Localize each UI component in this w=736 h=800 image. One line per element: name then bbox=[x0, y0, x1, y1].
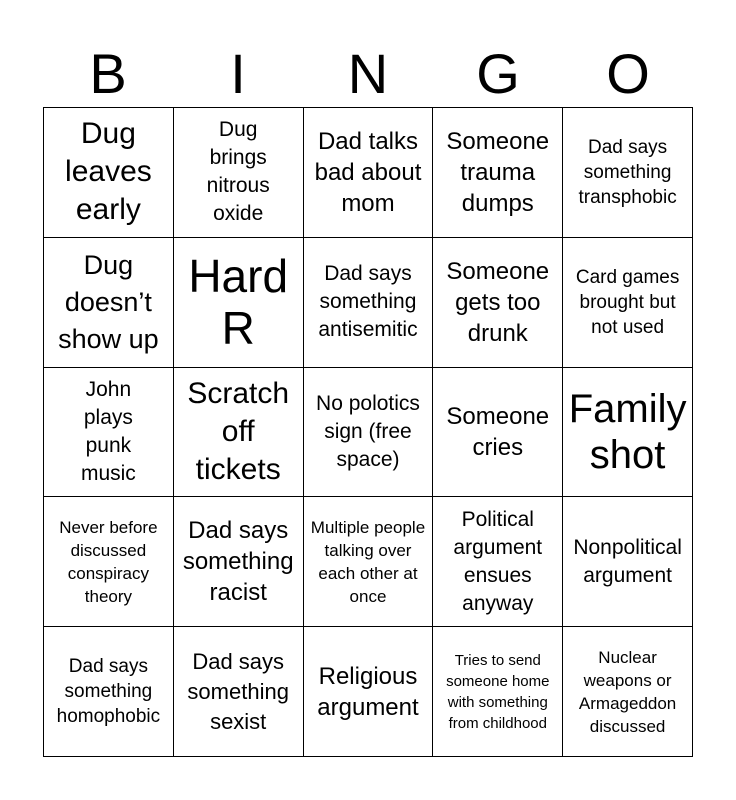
cell-text: Dad says something antisemitic bbox=[318, 262, 418, 342]
bingo-cell-r5c2[interactable] bbox=[174, 627, 304, 757]
cell-text: Dad says something sexist bbox=[187, 648, 289, 734]
cell-text: Card games brought but not used bbox=[575, 266, 680, 338]
bingo-cell-r1c1[interactable] bbox=[44, 108, 174, 238]
bingo-cell-r2c4[interactable] bbox=[433, 238, 563, 368]
header-letter-o: O bbox=[606, 42, 650, 105]
header-letter-b: B bbox=[89, 42, 127, 105]
bingo-cell-r3c1[interactable] bbox=[44, 368, 174, 498]
bingo-cell-r1c2[interactable] bbox=[174, 108, 304, 238]
cell-text: Political argument ensues anyway bbox=[453, 507, 543, 615]
cell-text: Scratch off tickets bbox=[187, 376, 290, 486]
cell-text: Never before discussed conspiracy theory bbox=[59, 517, 158, 606]
cell-text: Family shot bbox=[568, 386, 687, 477]
cell-text: Dad talks bad about mom bbox=[314, 127, 422, 217]
bingo-cell-r4c5[interactable] bbox=[563, 497, 693, 627]
bingo-cell-r1c5[interactable] bbox=[563, 108, 693, 238]
bingo-cell-r3c5[interactable] bbox=[563, 368, 693, 498]
cell-text: No polotics sign (free space) bbox=[316, 391, 420, 471]
cell-text: Dad says something homophobic bbox=[56, 656, 161, 728]
bingo-cell-r5c4[interactable] bbox=[433, 627, 563, 757]
bingo-cell-r1c4[interactable] bbox=[433, 108, 563, 238]
bingo-cell-r5c3[interactable] bbox=[304, 627, 434, 757]
cell-text: John plays punk music bbox=[80, 377, 136, 485]
bingo-cell-r2c2[interactable] bbox=[174, 238, 304, 368]
cell-text: Religious argument bbox=[317, 662, 419, 721]
cell-text: Someone trauma dumps bbox=[446, 127, 550, 217]
header-letter-n: N bbox=[347, 42, 389, 105]
bingo-cell-r2c3[interactable] bbox=[304, 238, 434, 368]
cell-text: Nuclear weapons or Armageddon discussed bbox=[578, 647, 677, 736]
header-letter-i: I bbox=[230, 42, 246, 105]
cell-text: Someone gets too drunk bbox=[446, 257, 550, 347]
bingo-cell-r3c2[interactable] bbox=[174, 368, 304, 498]
cell-text: Tries to send someone home with something from childhood bbox=[446, 651, 550, 732]
bingo-cell-r3c3[interactable] bbox=[304, 368, 434, 498]
bingo-cell-r4c2[interactable] bbox=[174, 497, 304, 627]
bingo-cell-r5c1[interactable] bbox=[44, 627, 174, 757]
bingo-cell-r4c3[interactable] bbox=[304, 497, 434, 627]
bingo-cell-r4c4[interactable] bbox=[433, 497, 563, 627]
bingo-cell-r4c1[interactable] bbox=[44, 497, 174, 627]
cell-text: Dad says something transphobic bbox=[578, 136, 677, 208]
bingo-cell-r2c5[interactable] bbox=[563, 238, 693, 368]
cell-text: Dad says something racist bbox=[182, 517, 294, 607]
cell-text: Nonpolitical argument bbox=[573, 535, 682, 587]
bingo-cell-r3c4[interactable] bbox=[433, 368, 563, 498]
bingo-board bbox=[43, 107, 693, 757]
cell-text: Dug doesn’t show up bbox=[58, 249, 159, 354]
bingo-header bbox=[43, 44, 693, 104]
header-letter-g: G bbox=[476, 42, 520, 105]
bingo-cell-r5c5[interactable] bbox=[563, 627, 693, 757]
bingo-cell-r2c1[interactable] bbox=[44, 238, 174, 368]
cell-text: Dug leaves early bbox=[65, 117, 152, 227]
bingo-cell-r1c3[interactable] bbox=[304, 108, 434, 238]
cell-text: Hard R bbox=[188, 250, 289, 355]
cell-text: Multiple people talking over each other at once bbox=[310, 517, 426, 606]
cell-text: Dug brings nitrous oxide bbox=[206, 118, 270, 226]
cell-text: Someone cries bbox=[446, 402, 550, 461]
